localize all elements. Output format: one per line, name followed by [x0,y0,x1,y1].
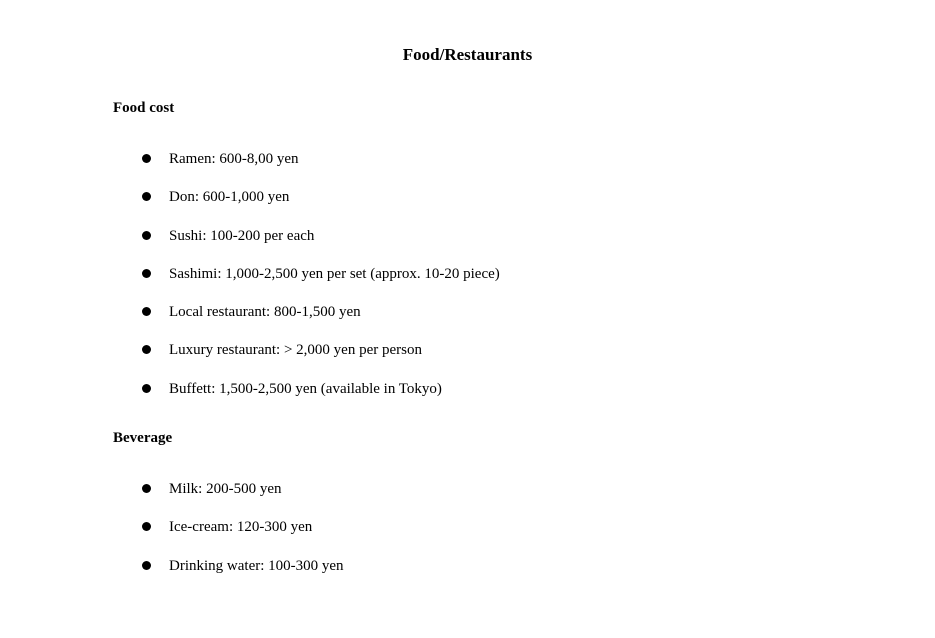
list-item-text: Local restaurant: 800-1,500 yen [169,304,361,321]
bullet-icon [142,522,151,531]
section-heading-beverage: Beverage [113,430,173,446]
page-title: Food/Restaurants [402,45,533,64]
bullet-icon [142,192,151,201]
list-item-text: Buffett: 1,500-2,500 yen (available in Tokyo) [169,380,442,397]
list-item-text: Don: 600-1,000 yen [169,189,290,206]
list-item-text: Milk: 200-500 yen [169,481,282,497]
bullet-icon [142,231,151,240]
bullet-icon [142,561,151,570]
bullet-icon [142,269,151,278]
bullet-icon [142,484,151,493]
list-item-text: Sushi: 100-200 per each [169,227,315,244]
list-item-text: Ice-cream: 120-300 yen [169,519,313,536]
bullet-icon [142,384,151,393]
list-item-text: Drinking water: 100-300 yen [169,557,344,574]
list-item-text: Sashimi: 1,000-2,500 yen per set (approx. 10-20 piece) [169,265,500,282]
bullet-icon [142,154,151,163]
section-heading-food-cost: Food cost [113,100,175,116]
list-item-text: Ramen: 600-8,00 yen [169,151,299,167]
list-item-text: Luxury restaurant: > 2,000 yen per person [169,342,422,359]
bullet-icon [142,345,151,354]
bullet-icon [142,307,151,316]
